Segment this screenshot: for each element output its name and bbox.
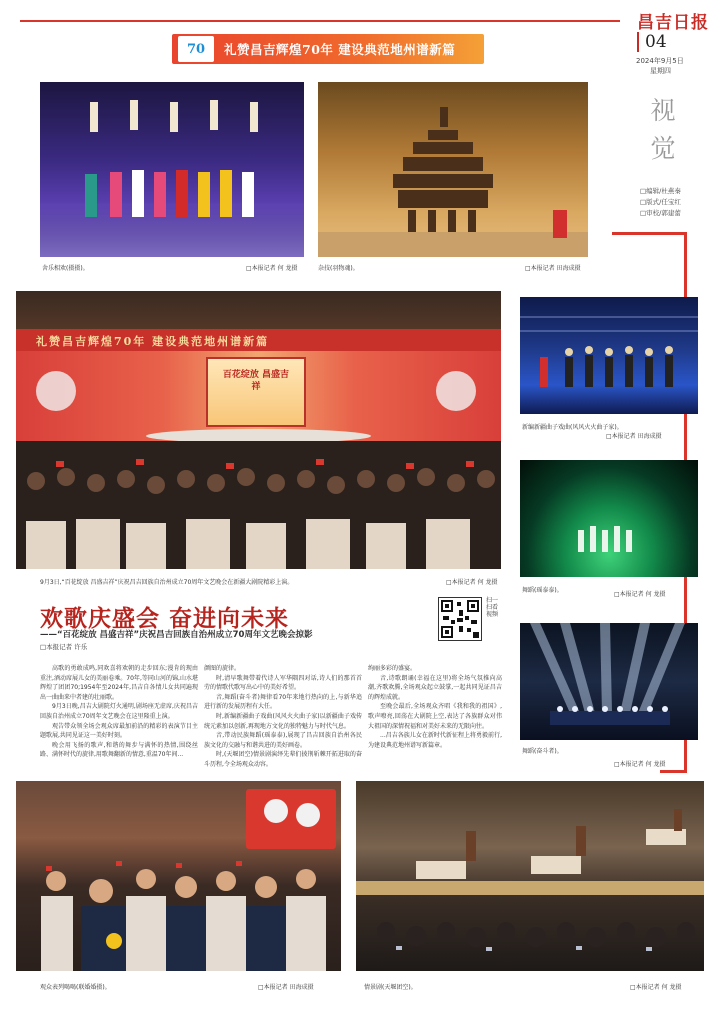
photo-fighter-dance bbox=[520, 623, 698, 740]
article-paragraph: 时,(天堰团空)情景剧演绎先辈们披荆斩棘开拓进取的奋斗历程,令全场观众动容。 bbox=[204, 751, 362, 768]
article-paragraph: 音,诗歌朗诵(幸福在这里)将全场气氛推向高潮,齐歌欢腾,全场观众起立鼓掌,一起共同见证昌吉的辉煌成就。 bbox=[368, 674, 502, 701]
frame-rule bbox=[612, 232, 687, 235]
photo-caption: 舞蹈(奋斗者)。 bbox=[522, 748, 563, 755]
article-paragraph: 绚丽多彩的盛宴。 bbox=[368, 665, 417, 672]
photo-dance-performance bbox=[40, 82, 304, 257]
article-paragraph: 晚会用飞扬的歌声,和谐的舞步与满怀的热情,围绕丝路、满怀时代的旋律,用歌舞翻新的情意,重温70年间... bbox=[40, 741, 198, 759]
article-paragraph: 至晚会最后,全场观众齐唱《我和我的祖国》,歌声嘹亮,回荡在大剧院上空,表达了各族群众对伟大祖国的深情祝福和对美好未来的无限向往。 bbox=[368, 703, 502, 730]
column-title: 视觉 bbox=[650, 96, 676, 163]
stage-light-beams bbox=[520, 623, 698, 740]
article-subhead: ——“百花绽放 昌盛吉祥”庆祝昌吉回族自治州成立70周年文艺晚会掠影 bbox=[40, 630, 313, 640]
article-byline: □本报记者 许乐 bbox=[40, 643, 88, 651]
photo-audience-waving bbox=[16, 781, 341, 971]
article-paragraph: 高歌的勇敢成鸣,同欢喜将欢朝的走步回东;漫肯的现由重注,酒动席展儿女的美丽卷乘。70年,等同山河的锦,山水堪辉煌了团团70;1954年至2024年,昌吉自各情儿女共同遍现出一曲曲来中者建的壮丽歌。 bbox=[40, 665, 198, 701]
photo-acrobatics bbox=[318, 82, 588, 257]
qr-code[interactable] bbox=[438, 597, 482, 641]
editor-list bbox=[640, 186, 681, 219]
article-paragraph: 音,带动民族舞蹈(瑶泰泰),展现了昌吉回族自治州各民族文化的交融与和谐共进的美好画卷。 bbox=[204, 732, 362, 749]
article-paragraph: ...昌吉各族儿女在新时代新征程上将勇毅前行,为建设典范地州谱写新篇章。 bbox=[368, 732, 502, 749]
horse-riders bbox=[356, 781, 704, 971]
editor-line: □审校/郭建蕾 bbox=[640, 209, 681, 217]
stage-banner-text: 礼赞昌吉辉煌70年 建设典范地州谱新篇 bbox=[36, 335, 270, 348]
photo-credit: □本报记者 何 龙摄 bbox=[630, 984, 682, 991]
photo-theater-overview bbox=[16, 291, 501, 569]
article-column bbox=[204, 664, 362, 770]
article-paragraph: 时,清早歌舞带着代诗人军华隅四对话,诗人们的那首首劳的情歌代歌写出心中的美好希望。 bbox=[204, 674, 362, 692]
opera-performers bbox=[520, 297, 698, 414]
article-paragraph: 颜图的旋律。 bbox=[204, 665, 241, 672]
dancer-figures bbox=[40, 82, 304, 257]
anniversary-banner bbox=[172, 34, 484, 64]
photo-opera bbox=[520, 297, 698, 414]
photo-credit: □本报记者 何 龙摄 bbox=[246, 265, 298, 272]
green-dancers bbox=[520, 460, 698, 577]
article-paragraph: 9月3日晚,昌吉大剧院灯火通明,剧场座无虚席,庆祝昌吉回族自治州成立70周年文艺晚会在这里隆重上演。 bbox=[40, 703, 198, 720]
photo-green-dance bbox=[520, 460, 698, 577]
photo-caption: 舞蹈(瑶泰泰)。 bbox=[522, 587, 563, 594]
photo-caption: 舍乐相欢(摄摄)。 bbox=[42, 265, 89, 272]
photo-caption: 新编新疆曲子戏曲(风风火火曲子家)。 bbox=[522, 424, 623, 431]
photo-caption: 杂技(羽物魂)。 bbox=[318, 265, 359, 272]
photo-credit: □本报记者 田海成摄 bbox=[606, 433, 662, 440]
photo-credit: □本报记者 田海成摄 bbox=[258, 984, 314, 991]
issue-date: 2024年9月5日 bbox=[636, 57, 684, 65]
editor-line: □编辑/杜燕秦 bbox=[640, 187, 681, 195]
article-column bbox=[368, 664, 502, 750]
photo-horse-drama bbox=[356, 781, 704, 971]
article-headline: 欢歌庆盛会 奋进向未来 bbox=[40, 605, 290, 632]
photo-credit: □本报记者 何 龙摄 bbox=[614, 591, 666, 598]
photo-caption: 9月3日,“百花绽放 昌盛吉祥”庆祝昌吉回族自治州成立70周年文艺晚会在新疆大剧院精彩上演。 bbox=[40, 579, 294, 586]
top-rule bbox=[20, 20, 620, 22]
article-column bbox=[40, 664, 198, 760]
audience-figures bbox=[16, 781, 341, 971]
article-paragraph: 时,新编新疆曲子戏曲(风风火火曲子家)以新疆曲子戏传统元素加以创新,再现地方文化的独特魅力与时代气息。 bbox=[204, 712, 362, 730]
page-number: 04 bbox=[637, 32, 667, 52]
photo-credit: □本报记者 何 龙摄 bbox=[614, 761, 666, 768]
article-paragraph: 音,舞蹈(奋斗者)舞律看70年来地行热向的上,与新华追进行新的发展历程有大任。 bbox=[204, 693, 362, 711]
newspaper-masthead: 昌吉日报 bbox=[637, 13, 709, 33]
qr-pattern-icon bbox=[439, 598, 481, 640]
photo-credit: □本报记者 何 龙摄 bbox=[446, 579, 498, 586]
banner-slogan: 礼赞昌吉辉煌70年 建设典范地州谱新篇 bbox=[224, 42, 456, 57]
photo-credit: □本报记者 田海成摄 bbox=[525, 265, 581, 272]
photo-caption: 观众表列喝喝(联婚婚摄)。 bbox=[40, 984, 111, 991]
editor-line: □版式/任宝红 bbox=[640, 198, 681, 206]
qr-label: 扫一扫看视频 bbox=[486, 597, 499, 618]
photo-caption: 情景剧(天堰团空)。 bbox=[364, 984, 417, 991]
issue-weekday: 星期四 bbox=[650, 67, 671, 75]
article-paragraph: 观告带众领全场会观众席最加前沿的精彩的表演节目主题歌展,共同见证这一美好时刻。 bbox=[40, 722, 198, 740]
stage-screen-text: 百花绽放 昌盛吉祥 bbox=[222, 370, 290, 392]
frame-rule bbox=[660, 770, 687, 773]
anniversary-emblem-icon: 70 bbox=[178, 36, 214, 62]
audience-crowd bbox=[16, 441, 501, 569]
acrobat-pyramid bbox=[318, 82, 588, 257]
